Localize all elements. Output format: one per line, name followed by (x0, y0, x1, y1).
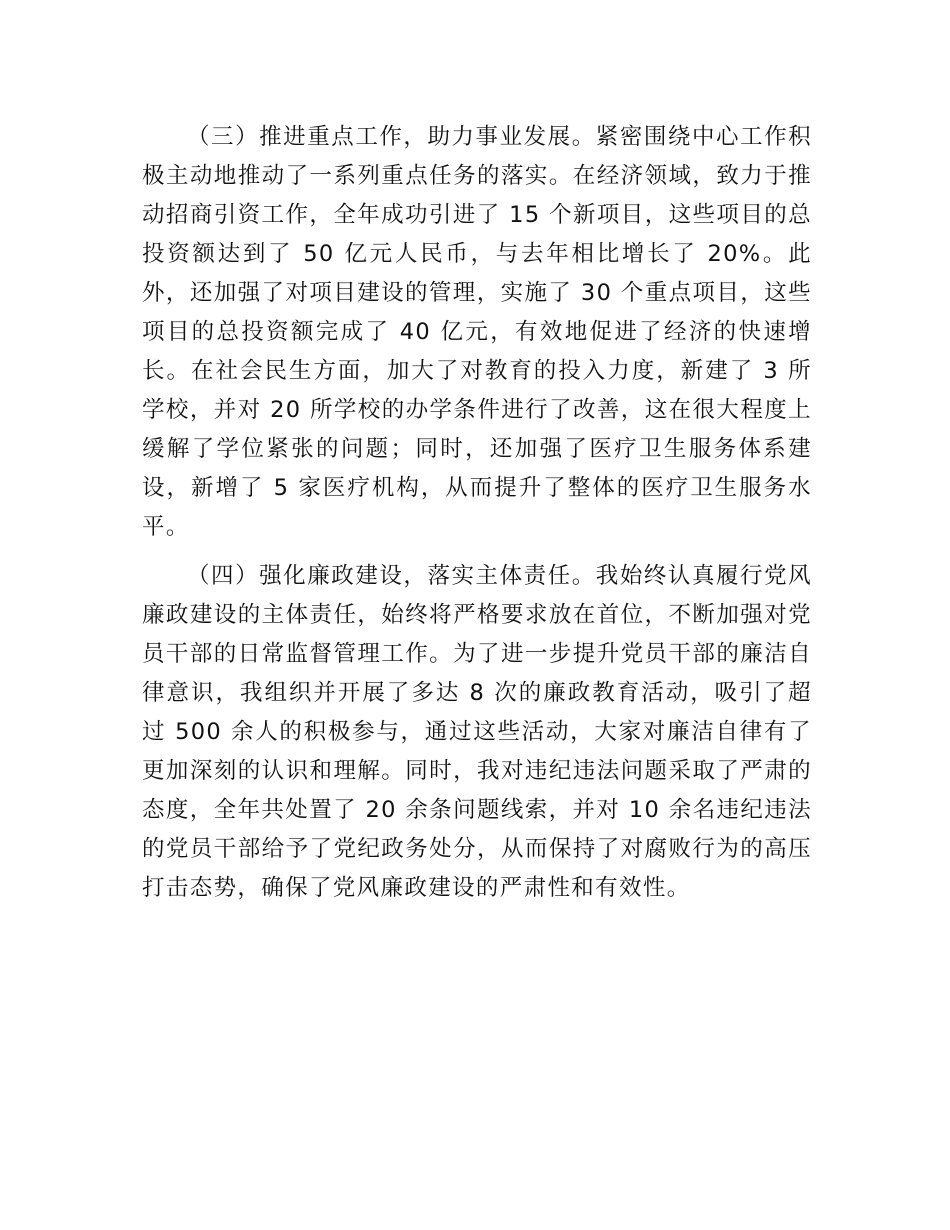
paragraph-section-four: （四）强化廉政建设，落实主体责任。我始终认真履行党风廉政建设的主体责任，始终将严格要求放在首位，不断加强对党员干部的日常监督管理工作。为了进一步提升党员干部的廉洁自律意识，我组织并开展了多达 8 次的廉政教育活动，吸引了超过 500 余人的积极参与，通过这些活动，大家对廉洁自律有了更加深刻的认识和理解。同时，我对违纪违法问题采取了严肃的态度，全年共处置了 20 余条问题线索，并对 10 余名违纪违法的党员干部给予了党纪政务处分，从而保持了对腐败行为的高压打击态势，确保了党风廉政建设的严肃性和有效性。 (142, 563, 812, 901)
document-body (142, 118, 812, 908)
paragraph-section-three: （三）推进重点工作，助力事业发展。紧密围绕中心工作积极主动地推动了一系列重点任务的落实。在经济领域，致力于推动招商引资工作，全年成功引进了 15 个新项目，这些项目的总投资额达到了 50 亿元人民币，与去年相比增长了 20%。此外，还加强了对项目建设的管理，实施了 30 个重点项目，这些项目的总投资额完成了 40 亿元，有效地促进了经济的快速增长。在社会民生方面，加大了对教育的投入力度，新建了 3 所学校，并对 20 所学校的办学条件进行了改善，这在很大程度上缓解了学位紧张的问题；同时，还加强了医疗卫生服务体系建设，新增了 5 家医疗机构，从而提升了整体的医疗卫生服务水平。 (142, 124, 812, 540)
